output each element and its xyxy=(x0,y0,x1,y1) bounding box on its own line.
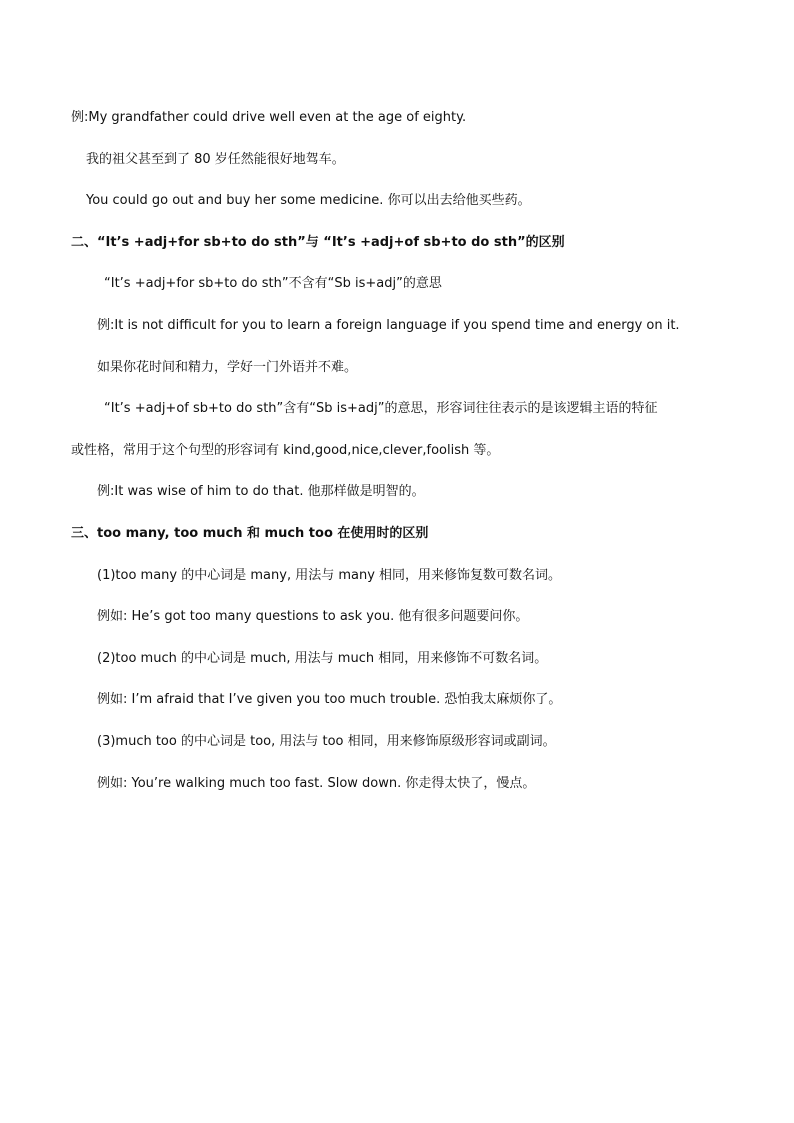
paragraph: “It’s +adj+for sb+to do sth”不含有“Sb is+adj”的意思 xyxy=(104,276,442,291)
example-sentence-english: 例:My grandfather could drive well even at the age of eighty. xyxy=(71,110,467,125)
list-item: (3)much too 的中心词是 too, 用法与 too 相同，用来修饰原级形容词或副词。 xyxy=(97,734,556,749)
example-sentence: 例:It was wise of him to do that. 他那样做是明智的。 xyxy=(97,484,425,499)
example-sentence-translation: 我的祖父甚至到了 80 岁任然能很好地驾车。 xyxy=(86,152,345,167)
example-sentence: You could go out and buy her some medicine. 你可以出去给他买些药。 xyxy=(86,193,531,208)
example-sentence: 例如: He’s got too many questions to ask you. 他有很多问题要问你。 xyxy=(97,609,529,624)
paragraph-continuation: 或性格，常用于这个句型的形容词有 kind,good,nice,clever,foolish 等。 xyxy=(71,443,500,458)
section-heading-3: 三、too many, too much 和 much too 在使用时的区别 xyxy=(71,526,429,541)
example-sentence: 例如: I’m afraid that I’ve given you too much trouble. 恐怕我太麻烦你了。 xyxy=(97,692,562,707)
paragraph: “It’s +adj+of sb+to do sth”含有“Sb is+adj”的意思，形容词往往表示的是该逻辑主语的特征 xyxy=(104,401,658,416)
example-sentence-translation: 如果你花时间和精力，学好一门外语并不难。 xyxy=(97,360,358,375)
example-sentence: 例:It is not difficult for you to learn a foreign language if you spend time and energy on it. xyxy=(97,318,680,333)
section-heading-2: 二、“It’s +adj+for sb+to do sth”与 “It’s +adj+of sb+to do sth”的区别 xyxy=(71,235,565,250)
list-item: (2)too much 的中心词是 much, 用法与 much 相同，用来修饰不可数名词。 xyxy=(97,651,548,666)
example-sentence: 例如: You’re walking much too fast. Slow down. 你走得太快了，慢点。 xyxy=(97,776,536,791)
list-item: (1)too many 的中心词是 many, 用法与 many 相同，用来修饰复数可数名词。 xyxy=(97,568,562,583)
